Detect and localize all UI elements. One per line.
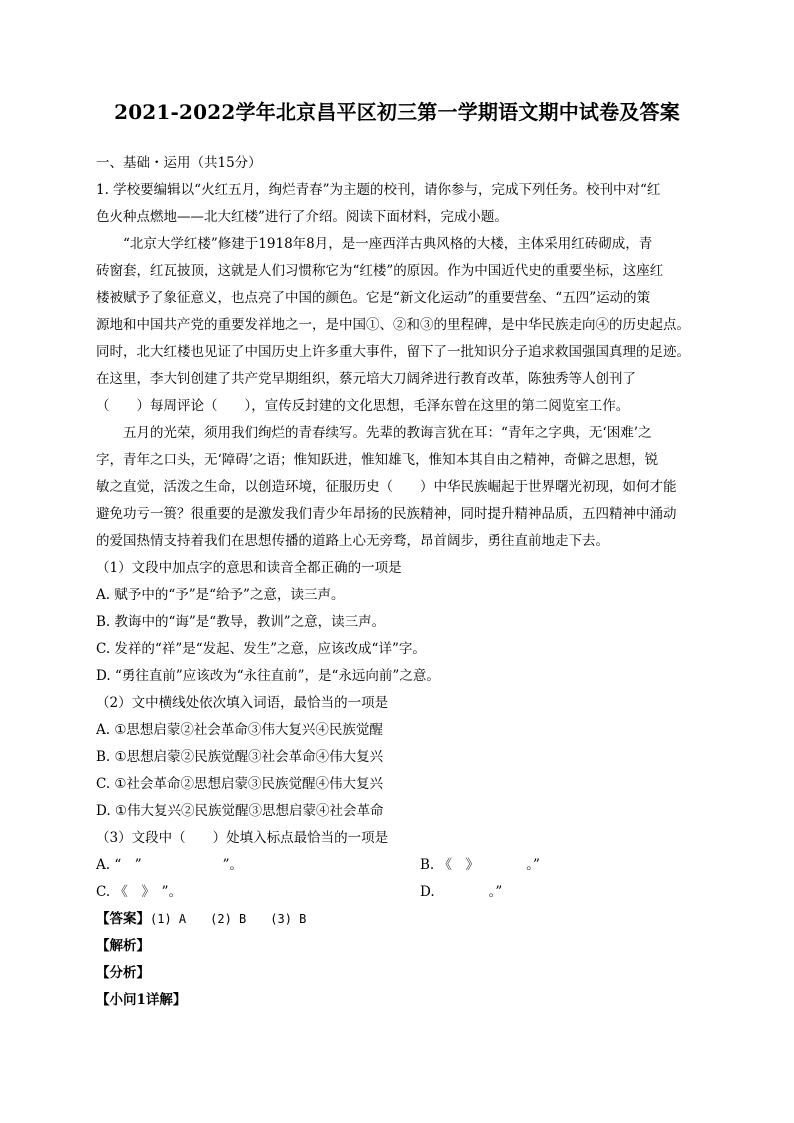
option-row (96, 879, 700, 906)
fenxi-tag: 【分析】 (96, 965, 150, 981)
option-b: B. 教诲中的“诲”是“教导，教训”之意，读三声。 (96, 614, 386, 630)
document-body (96, 150, 700, 1014)
passage-line: 敏之直觉，活泼之生命，以创造环境，征服历史（ ）中华民族崛起于世界曙光初现，如何才能 (96, 479, 677, 495)
passage-line: 同时，北大红楼也见证了中国历史上许多重大事件，留下了一批知识分子追求救国强国真理的足迹。 (96, 344, 690, 360)
page-title: 2021-2022学年北京昌平区初三第一学期语文期中试卷及答案 (114, 100, 680, 124)
passage-line: 源地和中国共产党的重要发祥地之一，是中国①、②和③的里程碑，是中华民族走向④的历史起点。 (96, 317, 690, 333)
option-row (96, 852, 700, 879)
option-a: A. ①思想启蒙②社会革命③伟大复兴④民族觉醒 (96, 722, 383, 738)
analysis-tag: 【解析】 (96, 938, 150, 954)
passage-line: 楼被赋予了象征意义，也点亮了中国的颜色。它是“新文化运动”的重要营垒、“五四”运动的策 (96, 290, 651, 306)
answer-line (96, 906, 700, 933)
sub-question-2: （2）文中横线处依次填入词语，最恰当的一项是 (96, 695, 389, 711)
passage-line: “北京大学红楼”修建于1918年8月，是一座西洋古典风格的大楼，主体采用红砖砌成，青 (123, 236, 653, 252)
option-c: C. 《 》 ”。 (96, 884, 183, 900)
option-c: C. 发祥的“祥”是“发起、发生”之意，应该改成“详”字。 (96, 641, 426, 657)
passage-line: 字，青年之口头，无‘障碍’之语；惟知跃进，惟知雄飞，惟知本其自由之精神，奇僻之思想，锐 (96, 452, 659, 468)
passage-line: 避免功亏一篑？很重要的是激发我们青少年昂扬的民族精神，同时提升精神品质，五四精神中涌动 (96, 506, 677, 522)
option-d: D. “勇往直前”应该改为“永往直前”，是“永远向前”之意。 (96, 668, 440, 684)
option-d: D. 。” (420, 884, 503, 900)
question-text-line: 1. 学校要编辑以“火红五月，绚烂青春”为主题的校刊，请你参与，完成下列任务。校刊中对“红 (96, 182, 661, 198)
option-a: A. “ ” ”。 (96, 857, 244, 873)
sub-question-3: （3）文段中（ ）处填入标点最恰当的一项是 (96, 830, 389, 846)
question-text-line: 色火种点燃地——北大红楼”进行了介绍。阅读下面材料，完成小题。 (96, 209, 508, 225)
passage-line: 在这里，李大钊创建了共产党早期组织，蔡元培大刀阔斧进行教育改革，陈独秀等人创刊了 (96, 371, 636, 387)
section-heading: 一、基础・运用（共15分） (96, 155, 262, 171)
sub-question-1: （1）文段中加点字的意思和读音全都正确的一项是 (96, 560, 402, 576)
option-c: C. ①社会革命②思想启蒙③民族觉醒④伟大复兴 (96, 776, 384, 792)
passage-line: 五月的光荣，须用我们绚烂的青春续写。先辈的教诲言犹在耳：“青年之字典，无‘困难’之 (123, 425, 652, 441)
passage-line: （ ）每周评论（ ），宣传反封建的文化思想，毛泽东曾在这里的第二阅览室工作。 (96, 398, 630, 414)
option-d: D. ①伟大复兴②民族觉醒③思想启蒙④社会革命 (96, 803, 384, 819)
passage-line: 砖窗套，红瓦披顶，这就是人们习惯称它为“红楼”的原因。作为中国近代史的重要坐标，这座红 (96, 263, 664, 279)
option-a: A. 赋予中的“予”是“给予”之意，读三声。 (96, 587, 345, 603)
detail-tag: 【小问1详解】 (96, 992, 187, 1008)
answer-tag: 【答案】 (96, 911, 150, 927)
option-b: B. ①思想启蒙②民族觉醒③社会革命④伟大复兴 (96, 749, 384, 765)
option-b: B. 《 》 。” (420, 857, 540, 873)
passage-line: 的爱国热情支持着我们在思想传播的道路上心无旁骛，昂首阔步，勇往直前地走下去。 (96, 533, 609, 549)
answer-text: (1) A (2) B (3) B (150, 912, 307, 926)
